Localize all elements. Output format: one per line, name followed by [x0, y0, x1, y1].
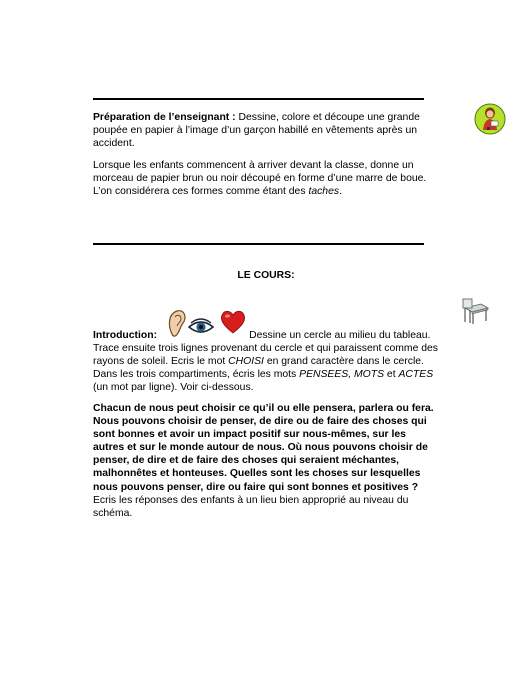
introduction-text-1: Dessine un cercle au milieu du tableau. Trace ensuite trois lignes provenant du cercle et qui paraissent comme des rayons de soleil. Ecris le mot: [93, 330, 438, 368]
middle-divider: [93, 243, 424, 245]
arrival-text: Lorsque les enfants commencent à arriver devant la classe, donne un morceau de papier brun ou noir découpé en forme d’une marre de boue. L’on considérera ces formes comme étant des: [93, 160, 427, 198]
introduction-text-3: et: [384, 369, 399, 381]
teacher-clipart-icon: [474, 103, 506, 135]
introduction-paragraph: [93, 329, 439, 394]
words-list: PENSEES, MOTS: [299, 369, 385, 381]
actes-word: ACTES: [398, 369, 434, 381]
school-desk-icon: [461, 296, 491, 326]
arrival-end: .: [339, 186, 342, 198]
arrival-paragraph: [93, 159, 439, 198]
introduction-text-2: en grand caractère dans le cercle. Dans les trois compartiments, écris les mots: [93, 356, 424, 381]
preparation-paragraph: [93, 111, 439, 150]
choice-paragraph: [93, 402, 439, 520]
preparation-label: Préparation de l’enseignant :: [93, 112, 236, 123]
choice-bold: Chacun de nous peut choisir ce qu’il ou elle pensera, parlera ou fera. Nous pouvons choisir de penser, de dire ou de faire des choses qui sont bonnes et avoir un impact positif sur nous-mêmes, sur les autres et sur le monde autour de nous. Où nous pouvons choisir de penser, de dire et de faire des choses qui seraient méchantes, malhonnêtes et honteuses. Quelles sont les choses sur lesquelles nous pouvons penser, dire ou faire qui sont bonnes et positives ?: [93, 403, 434, 493]
choisi-word: CHOISI: [228, 356, 264, 368]
introduction-label: Introduction:: [93, 330, 158, 341]
eye-icon: [188, 318, 214, 336]
top-divider: [93, 98, 424, 100]
ear-icon: [166, 308, 188, 338]
heart-icon: [219, 309, 247, 335]
preparation-text: Dessine, colore et découpe une grande poupée en papier à l’image d’un garçon habillé en vêtements après un accident.: [93, 112, 420, 150]
introduction-text-4: (un mot par ligne). Voir ci-dessous.: [93, 382, 254, 394]
section-title: LE COURS:: [237, 270, 295, 281]
choice-rest: Ecris les réponses des enfants à un lieu bien approprié au niveau du schéma.: [93, 494, 409, 519]
arrival-italic: taches: [308, 186, 340, 198]
